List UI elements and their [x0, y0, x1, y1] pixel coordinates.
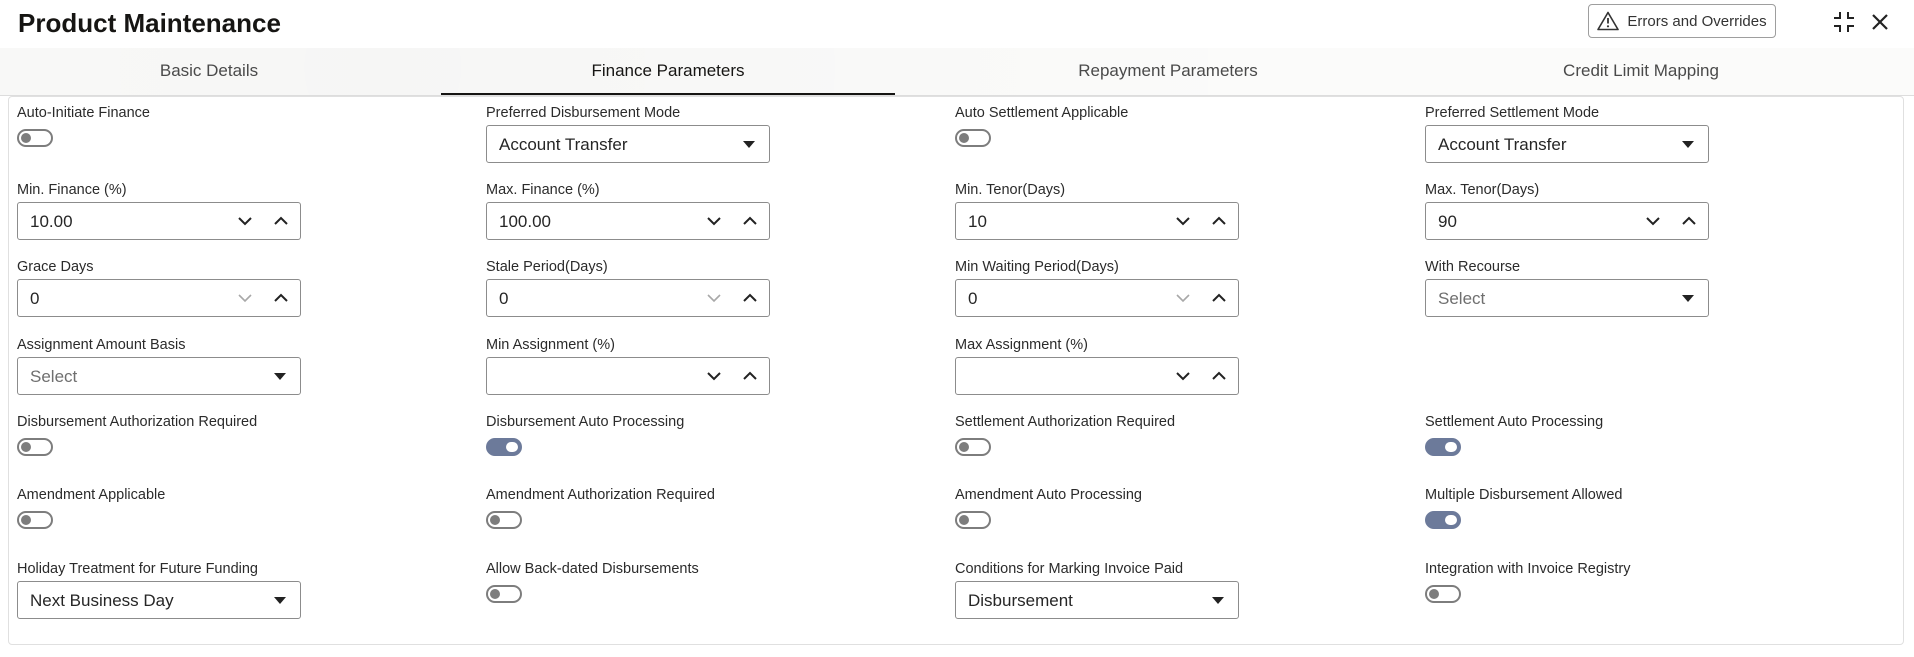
auto-initiate-finance-toggle[interactable] [17, 129, 53, 147]
max-tenor-input[interactable] [1425, 202, 1709, 240]
caret-down-icon [1212, 597, 1224, 604]
caret-down-icon [743, 141, 755, 148]
field-label: Min. Tenor(Days) [955, 182, 1066, 198]
min-waiting-period-input[interactable] [955, 279, 1239, 317]
page-header [0, 0, 1914, 46]
chevron-down-icon[interactable] [1642, 211, 1664, 231]
chevron-up-icon[interactable] [1208, 366, 1230, 386]
field-label: Min Waiting Period(Days) [955, 259, 1119, 275]
tab-basic-details[interactable]: Basic Details [159, 61, 259, 80]
field-label: Settlement Authorization Required [955, 414, 1176, 430]
caret-down-icon [274, 597, 286, 604]
input-value: 0 [968, 289, 978, 308]
assignment-amount-basis-select[interactable] [17, 357, 301, 395]
tab-finance-parameters[interactable]: Finance Parameters [441, 48, 895, 94]
input-value: 0 [499, 289, 509, 308]
max-finance-input[interactable] [486, 202, 770, 240]
field-label: Max. Finance (%) [486, 182, 600, 198]
disbursement-auto-processing-toggle[interactable] [486, 438, 522, 456]
field-label: Max Assignment (%) [955, 337, 1088, 353]
disbursement-authorization-required-toggle[interactable] [17, 438, 53, 456]
field-label: Integration with Invoice Registry [1425, 561, 1631, 577]
amendment-auto-processing-toggle[interactable] [955, 511, 991, 529]
max-assignment-input[interactable] [955, 357, 1239, 395]
auto-settlement-applicable-toggle[interactable] [955, 129, 991, 147]
min-assignment-input[interactable] [486, 357, 770, 395]
input-value: 90 [1438, 212, 1457, 231]
field-label: Auto-Initiate Finance [17, 105, 150, 121]
chevron-down-icon[interactable] [234, 211, 256, 231]
chevron-up-icon[interactable] [270, 211, 292, 231]
select-value: Disbursement [968, 591, 1073, 610]
chevron-up-icon[interactable] [1678, 211, 1700, 231]
field-label: With Recourse [1425, 259, 1521, 275]
field-label: Holiday Treatment for Future Funding [17, 561, 258, 577]
select-value: Account Transfer [1438, 135, 1567, 154]
input-value: 100.00 [499, 212, 551, 231]
field-label: Conditions for Marking Invoice Paid [955, 561, 1184, 577]
errors-and-overrides-label: Errors and Overrides [1627, 12, 1767, 30]
holiday-treatment-select[interactable] [17, 581, 301, 619]
amendment-authorization-required-toggle[interactable] [486, 511, 522, 529]
chevron-up-icon[interactable] [739, 288, 761, 308]
field-label: Auto Settlement Applicable [955, 105, 1129, 121]
chevron-up-icon[interactable] [1208, 211, 1230, 231]
warning-icon [1597, 11, 1619, 31]
caret-down-icon [1682, 141, 1694, 148]
input-value: 10.00 [30, 212, 73, 231]
field-label: Amendment Authorization Required [486, 487, 715, 503]
min-finance-input[interactable] [17, 202, 301, 240]
close-icon[interactable] [1866, 8, 1894, 36]
chevron-down-icon [1172, 288, 1194, 308]
field-label: Allow Back-dated Disbursements [486, 561, 699, 577]
minimize-icon[interactable] [1830, 8, 1858, 36]
errors-and-overrides-button[interactable] [1588, 4, 1776, 38]
preferred-settlement-mode-select[interactable] [1425, 125, 1709, 163]
chevron-up-icon[interactable] [739, 366, 761, 386]
chevron-up-icon[interactable] [270, 288, 292, 308]
allow-back-dated-disbursements-toggle[interactable] [486, 585, 522, 603]
page-title: Product Maintenance [18, 8, 281, 38]
select-value: Next Business Day [30, 591, 174, 610]
chevron-down-icon[interactable] [1172, 366, 1194, 386]
chevron-up-icon[interactable] [1208, 288, 1230, 308]
stale-period-input[interactable] [486, 279, 770, 317]
integration-invoice-registry-toggle[interactable] [1425, 585, 1461, 603]
chevron-down-icon[interactable] [703, 366, 725, 386]
with-recourse-select[interactable] [1425, 279, 1709, 317]
field-label: Max. Tenor(Days) [1425, 182, 1540, 198]
tab-repayment-parameters[interactable]: Repayment Parameters [1078, 61, 1258, 80]
select-value: Account Transfer [499, 135, 628, 154]
multiple-disbursement-allowed-toggle[interactable] [1425, 511, 1461, 529]
field-label: Assignment Amount Basis [17, 337, 186, 353]
settlement-auto-processing-toggle[interactable] [1425, 438, 1461, 456]
chevron-down-icon [234, 288, 256, 308]
chevron-down-icon [703, 288, 725, 308]
caret-down-icon [274, 373, 286, 380]
input-value: 0 [30, 289, 40, 308]
field-label: Preferred Settlement Mode [1425, 105, 1600, 121]
field-label: Disbursement Auto Processing [486, 414, 685, 430]
settlement-authorization-required-toggle[interactable] [955, 438, 991, 456]
preferred-disbursement-mode-select[interactable] [486, 125, 770, 163]
field-label: Disbursement Authorization Required [17, 414, 258, 430]
field-label: Stale Period(Days) [486, 259, 608, 275]
tab-credit-limit-mapping[interactable]: Credit Limit Mapping [1563, 61, 1719, 80]
conditions-marking-invoice-paid-select[interactable] [955, 581, 1239, 619]
field-label: Min. Finance (%) [17, 182, 127, 198]
grace-days-input[interactable] [17, 279, 301, 317]
tab-bar [0, 48, 1914, 96]
min-tenor-input[interactable] [955, 202, 1239, 240]
select-value: Select [1438, 289, 1486, 308]
field-label: Min Assignment (%) [486, 337, 615, 353]
amendment-applicable-toggle[interactable] [17, 511, 53, 529]
input-value: 10 [968, 212, 987, 231]
chevron-up-icon[interactable] [739, 211, 761, 231]
chevron-down-icon[interactable] [703, 211, 725, 231]
finance-parameters-panel [8, 96, 1904, 645]
field-label: Multiple Disbursement Allowed [1425, 487, 1623, 503]
field-label: Amendment Auto Processing [955, 487, 1142, 503]
chevron-down-icon[interactable] [1172, 211, 1194, 231]
field-label: Amendment Applicable [17, 487, 166, 503]
caret-down-icon [1682, 295, 1694, 302]
select-value: Select [30, 367, 78, 386]
field-label: Grace Days [17, 259, 94, 275]
field-label: Preferred Disbursement Mode [486, 105, 681, 121]
field-label: Settlement Auto Processing [1425, 414, 1604, 430]
